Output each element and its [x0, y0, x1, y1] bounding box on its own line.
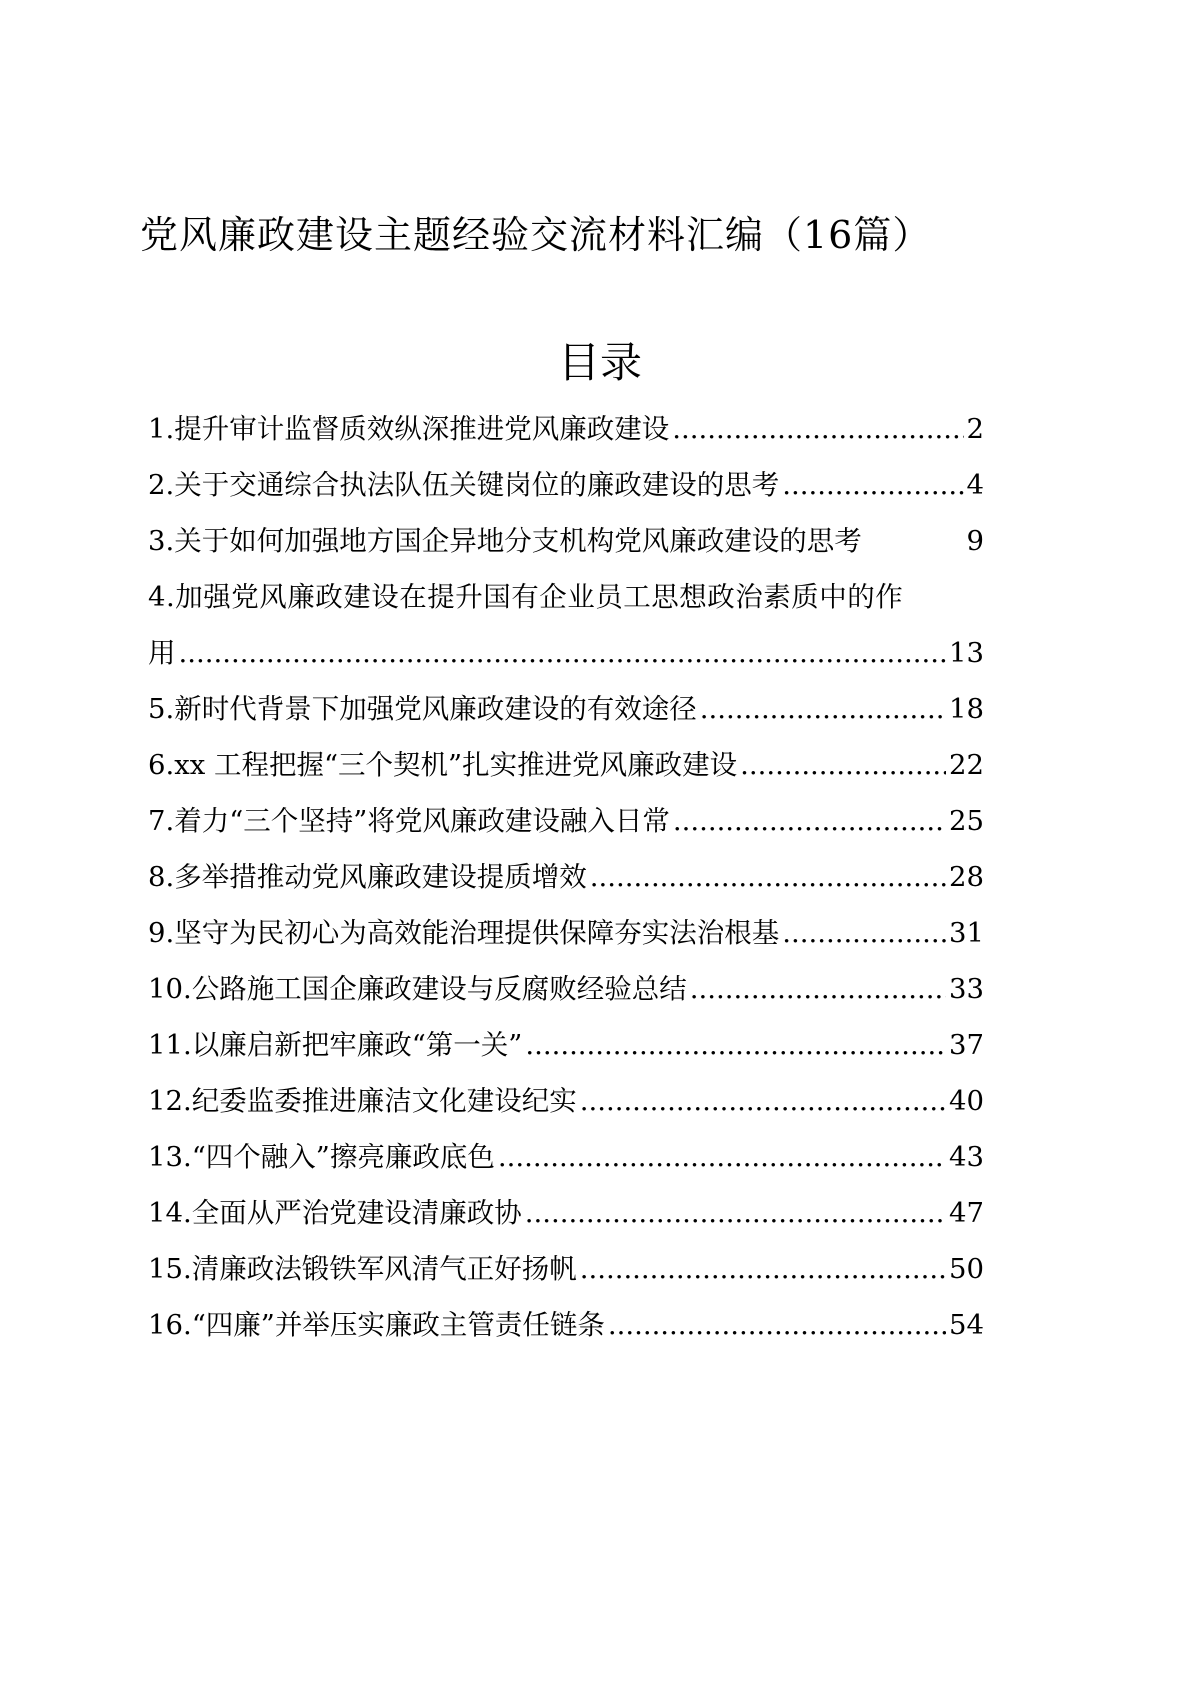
dot-leader	[580, 1241, 946, 1297]
toc-entry-title-continued: 用	[148, 637, 176, 669]
dot-leader	[740, 737, 946, 793]
toc-entry-title: 11.以廉启新把牢廉政“第一关”	[148, 1029, 523, 1061]
toc-entry[interactable]	[148, 569, 984, 681]
toc-entry[interactable]	[148, 1297, 984, 1353]
dot-leader	[700, 681, 946, 737]
toc-entry-title: 5.新时代背景下加强党风廉政建设的有效途径	[148, 693, 697, 725]
toc-entry-title: 7.着力“三个坚持”将党风廉政建设融入日常	[148, 805, 670, 837]
toc-entry-title: 4.加强党风廉政建设在提升国有企业员工思想政治素质中的作	[148, 581, 904, 613]
toc-entry-title: 6.xx 工程把握“三个契机”扎实推进党风廉政建设	[148, 749, 738, 781]
toc-entry-title: 9.坚守为民初心为高效能治理提供保障夯实法治根基	[148, 917, 780, 949]
toc-entry[interactable]	[148, 1073, 984, 1129]
toc-entry-page: 43	[949, 1141, 984, 1173]
toc-entry[interactable]	[148, 737, 984, 793]
toc-entry-title: 8.多举措推动党风廉政建设提质增效	[148, 861, 587, 893]
toc-entry[interactable]	[148, 905, 984, 961]
dot-leader	[690, 961, 946, 1017]
toc-entry-page: 54	[949, 1309, 984, 1341]
toc-entry-page: 18	[949, 693, 984, 725]
dot-leader	[498, 1129, 946, 1185]
dot-leader	[525, 1185, 946, 1241]
dot-leader	[608, 1297, 946, 1353]
toc-entry-title: 3.关于如何加强地方国企异地分支机构党风廉政建设的思考	[148, 525, 862, 557]
toc-entry-page: 9	[966, 525, 984, 557]
dot-leader	[580, 1073, 946, 1129]
toc-entry-title: 13.“四个融入”擦亮廉政底色	[148, 1141, 495, 1173]
dot-leader	[782, 905, 946, 961]
document-title: 党风廉政建设主题经验交流材料汇编（16篇）	[140, 213, 932, 257]
dot-leader	[525, 1017, 946, 1073]
toc-entry[interactable]	[148, 1129, 984, 1185]
toc-entry[interactable]	[148, 457, 984, 513]
toc-entry-page: 37	[949, 1029, 984, 1061]
toc-entry-page: 31	[949, 917, 984, 949]
dot-leader	[672, 401, 963, 457]
toc-entry-page: 2	[966, 413, 984, 445]
toc-entry-title: 12.纪委监委推进廉洁文化建设纪实	[148, 1085, 577, 1117]
toc-entry-title: 1.提升审计监督质效纵深推进党风廉政建设	[148, 413, 670, 445]
toc-entry[interactable]	[148, 681, 984, 737]
toc-entry[interactable]	[148, 1185, 984, 1241]
toc-entry[interactable]	[148, 961, 984, 1017]
toc-entry-title: 16.“四廉”并举压实廉政主管责任链条	[148, 1309, 605, 1341]
toc-entry-page: 25	[949, 805, 984, 837]
toc-entry-page: 22	[949, 749, 984, 781]
dot-leader	[590, 849, 946, 905]
table-of-contents	[148, 401, 984, 1353]
toc-entry[interactable]	[148, 1241, 984, 1297]
toc-entry-page: 13	[949, 637, 984, 669]
toc-entry-title: 2.关于交通综合执法队伍关键岗位的廉政建设的思考	[148, 469, 780, 501]
toc-entry[interactable]	[148, 401, 984, 457]
toc-entry[interactable]	[148, 1017, 984, 1073]
dot-leader	[782, 457, 963, 513]
toc-entry-title: 14.全面从严治党建设清廉政协	[148, 1197, 522, 1229]
toc-heading: 目录	[557, 338, 642, 387]
dot-leader	[673, 793, 946, 849]
toc-entry-title: 10.公路施工国企廉政建设与反腐败经验总结	[148, 973, 687, 1005]
toc-entry-title: 15.清廉政法锻铁军风清气正好扬帆	[148, 1253, 577, 1285]
toc-entry-page: 4	[966, 469, 984, 501]
toc-entry-page: 47	[949, 1197, 984, 1229]
toc-entry-page: 40	[949, 1085, 984, 1117]
dot-leader	[179, 625, 947, 681]
toc-entry-page: 28	[949, 861, 984, 893]
toc-entry[interactable]	[148, 849, 984, 905]
toc-entry[interactable]	[148, 513, 984, 569]
toc-entry-page: 50	[949, 1253, 984, 1285]
toc-entry[interactable]	[148, 793, 984, 849]
toc-entry-page: 33	[949, 973, 984, 1005]
